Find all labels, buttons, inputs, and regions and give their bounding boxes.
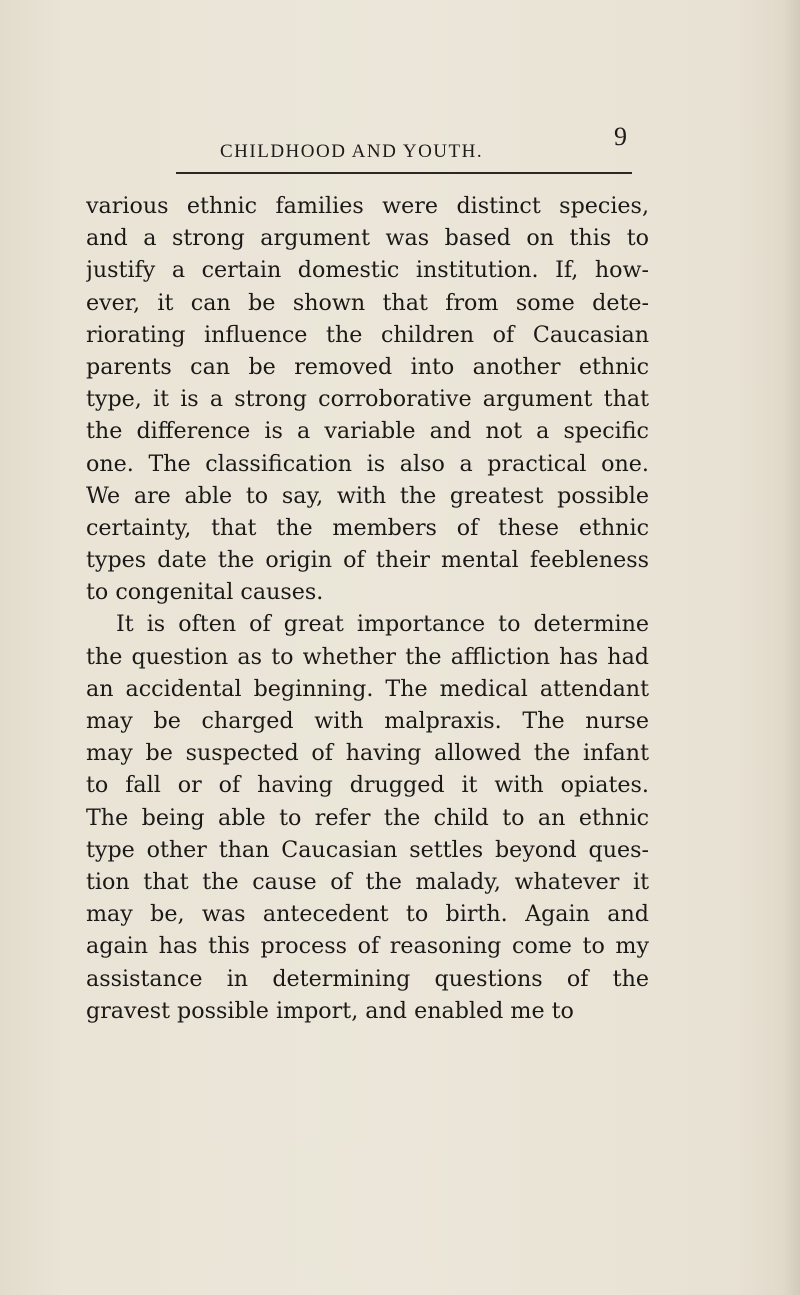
paragraph-2 xyxy=(86,608,649,1026)
text-line: We are able to say, with the greatest possible xyxy=(86,482,649,509)
text-line: certainty, that the members of these ethnic xyxy=(86,514,649,541)
text-line: The being able to refer the child to an ethnic xyxy=(86,804,649,831)
text-line: may be suspected of having allowed the infant xyxy=(86,740,649,767)
text-line: gravest possible import, and enabled me to xyxy=(86,997,574,1024)
page-number: 9 xyxy=(614,122,627,151)
text-line: type other than Caucasian settles beyond ques- xyxy=(86,836,649,863)
text-line: types date the origin of their mental feebleness xyxy=(86,547,649,574)
text-line: It is often of great importance to determine xyxy=(116,611,649,638)
page-header xyxy=(0,117,800,162)
text-line: riorating influence the children of Caucasian xyxy=(86,321,649,348)
text-line: ever, it can be shown that from some dete- xyxy=(86,289,649,316)
page-edge-shadow xyxy=(782,0,800,1295)
text-line: an accidental beginning. The medical attendant xyxy=(86,675,649,702)
text-line: assistance in determining questions of the xyxy=(86,965,649,992)
text-line: the question as to whether the affliction has had xyxy=(86,643,649,670)
text-line: to fall or of having drugged it with opiates. xyxy=(86,772,649,799)
running-title: CHILDHOOD AND YOUTH. xyxy=(220,141,484,162)
text-line: various ethnic families were distinct species, xyxy=(86,193,649,219)
text-line: parents can be removed into another ethnic xyxy=(86,353,649,380)
text-line: type, it is a strong corroborative argument that xyxy=(86,386,649,413)
text-line: and a strong argument was based on this to xyxy=(86,225,649,252)
text-line: the difference is a variable and not a specific xyxy=(86,418,649,445)
header-rule xyxy=(176,172,632,174)
text-line: may be charged with malpraxis. The nurse xyxy=(86,708,649,734)
body-text xyxy=(86,190,649,1027)
text-line: one. The classification is also a practical one. xyxy=(86,450,649,477)
text-line: justify a certain domestic institution. If, how- xyxy=(86,257,649,284)
text-line: may be, was antecedent to birth. Again and xyxy=(86,901,649,928)
text-line: to congenital causes. xyxy=(86,579,324,606)
text-line: again has this process of reasoning come to my xyxy=(86,933,649,960)
paragraph-1 xyxy=(86,190,649,608)
text-line: tion that the cause of the malady, whatever it xyxy=(86,868,649,895)
